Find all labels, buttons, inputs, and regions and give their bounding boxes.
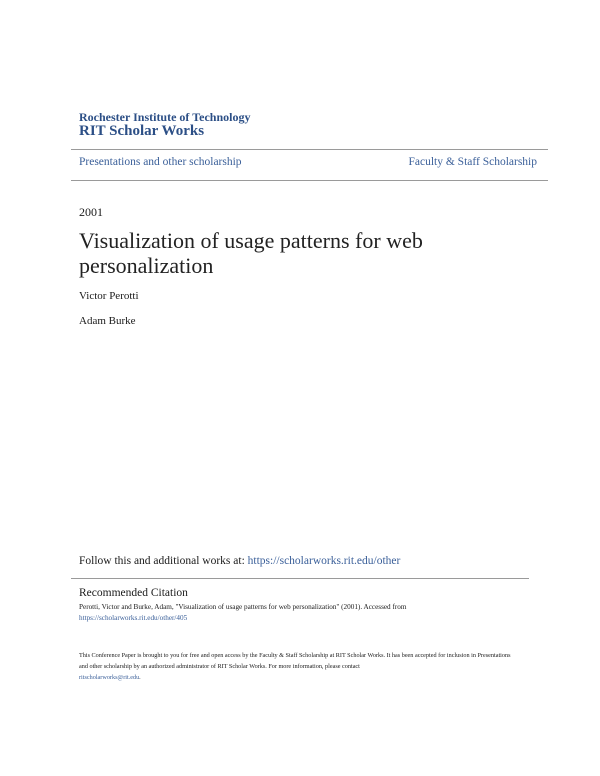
contact-email-link[interactable]: ritscholarworks@rit.edu bbox=[79, 674, 140, 681]
citation-block bbox=[79, 602, 499, 624]
follow-text: Follow this and additional works at: bbox=[79, 555, 248, 567]
notice-end: . bbox=[139, 674, 141, 681]
paper-title: Visualization of usage patterns for web personalization bbox=[79, 228, 423, 278]
author: Victor Perotti bbox=[79, 290, 139, 302]
access-notice bbox=[79, 650, 519, 683]
author: Adam Burke bbox=[79, 315, 136, 327]
divider bbox=[71, 149, 548, 150]
citation-link[interactable]: https://scholarworks.rit.edu/other/405 bbox=[79, 614, 188, 622]
citation-text: Perotti, Victor and Burke, Adam, "Visualization of usage patterns for web personalization" (2001). Accessed from bbox=[79, 603, 407, 611]
repository-name[interactable]: RIT Scholar Works bbox=[79, 123, 205, 139]
publication-year: 2001 bbox=[79, 205, 103, 219]
divider bbox=[71, 578, 529, 579]
institution-name: Rochester Institute of Technology bbox=[79, 110, 251, 124]
divider bbox=[71, 180, 548, 181]
follow-line bbox=[79, 555, 400, 567]
collection-link[interactable]: Presentations and other scholarship bbox=[79, 156, 242, 168]
parent-collection-link[interactable]: Faculty & Staff Scholarship bbox=[408, 156, 537, 168]
follow-link[interactable]: https://scholarworks.rit.edu/other bbox=[247, 555, 401, 567]
recommended-citation-heading: Recommended Citation bbox=[79, 587, 188, 599]
notice-text: This Conference Paper is brought to you for free and open access by the Faculty & Staff Scholarship at RIT Scholar Works. It has been accepted for inclusion in Presentations and other scholarship by an authorized administrator of RIT Scholar Works. For more information, please contact bbox=[79, 652, 511, 670]
